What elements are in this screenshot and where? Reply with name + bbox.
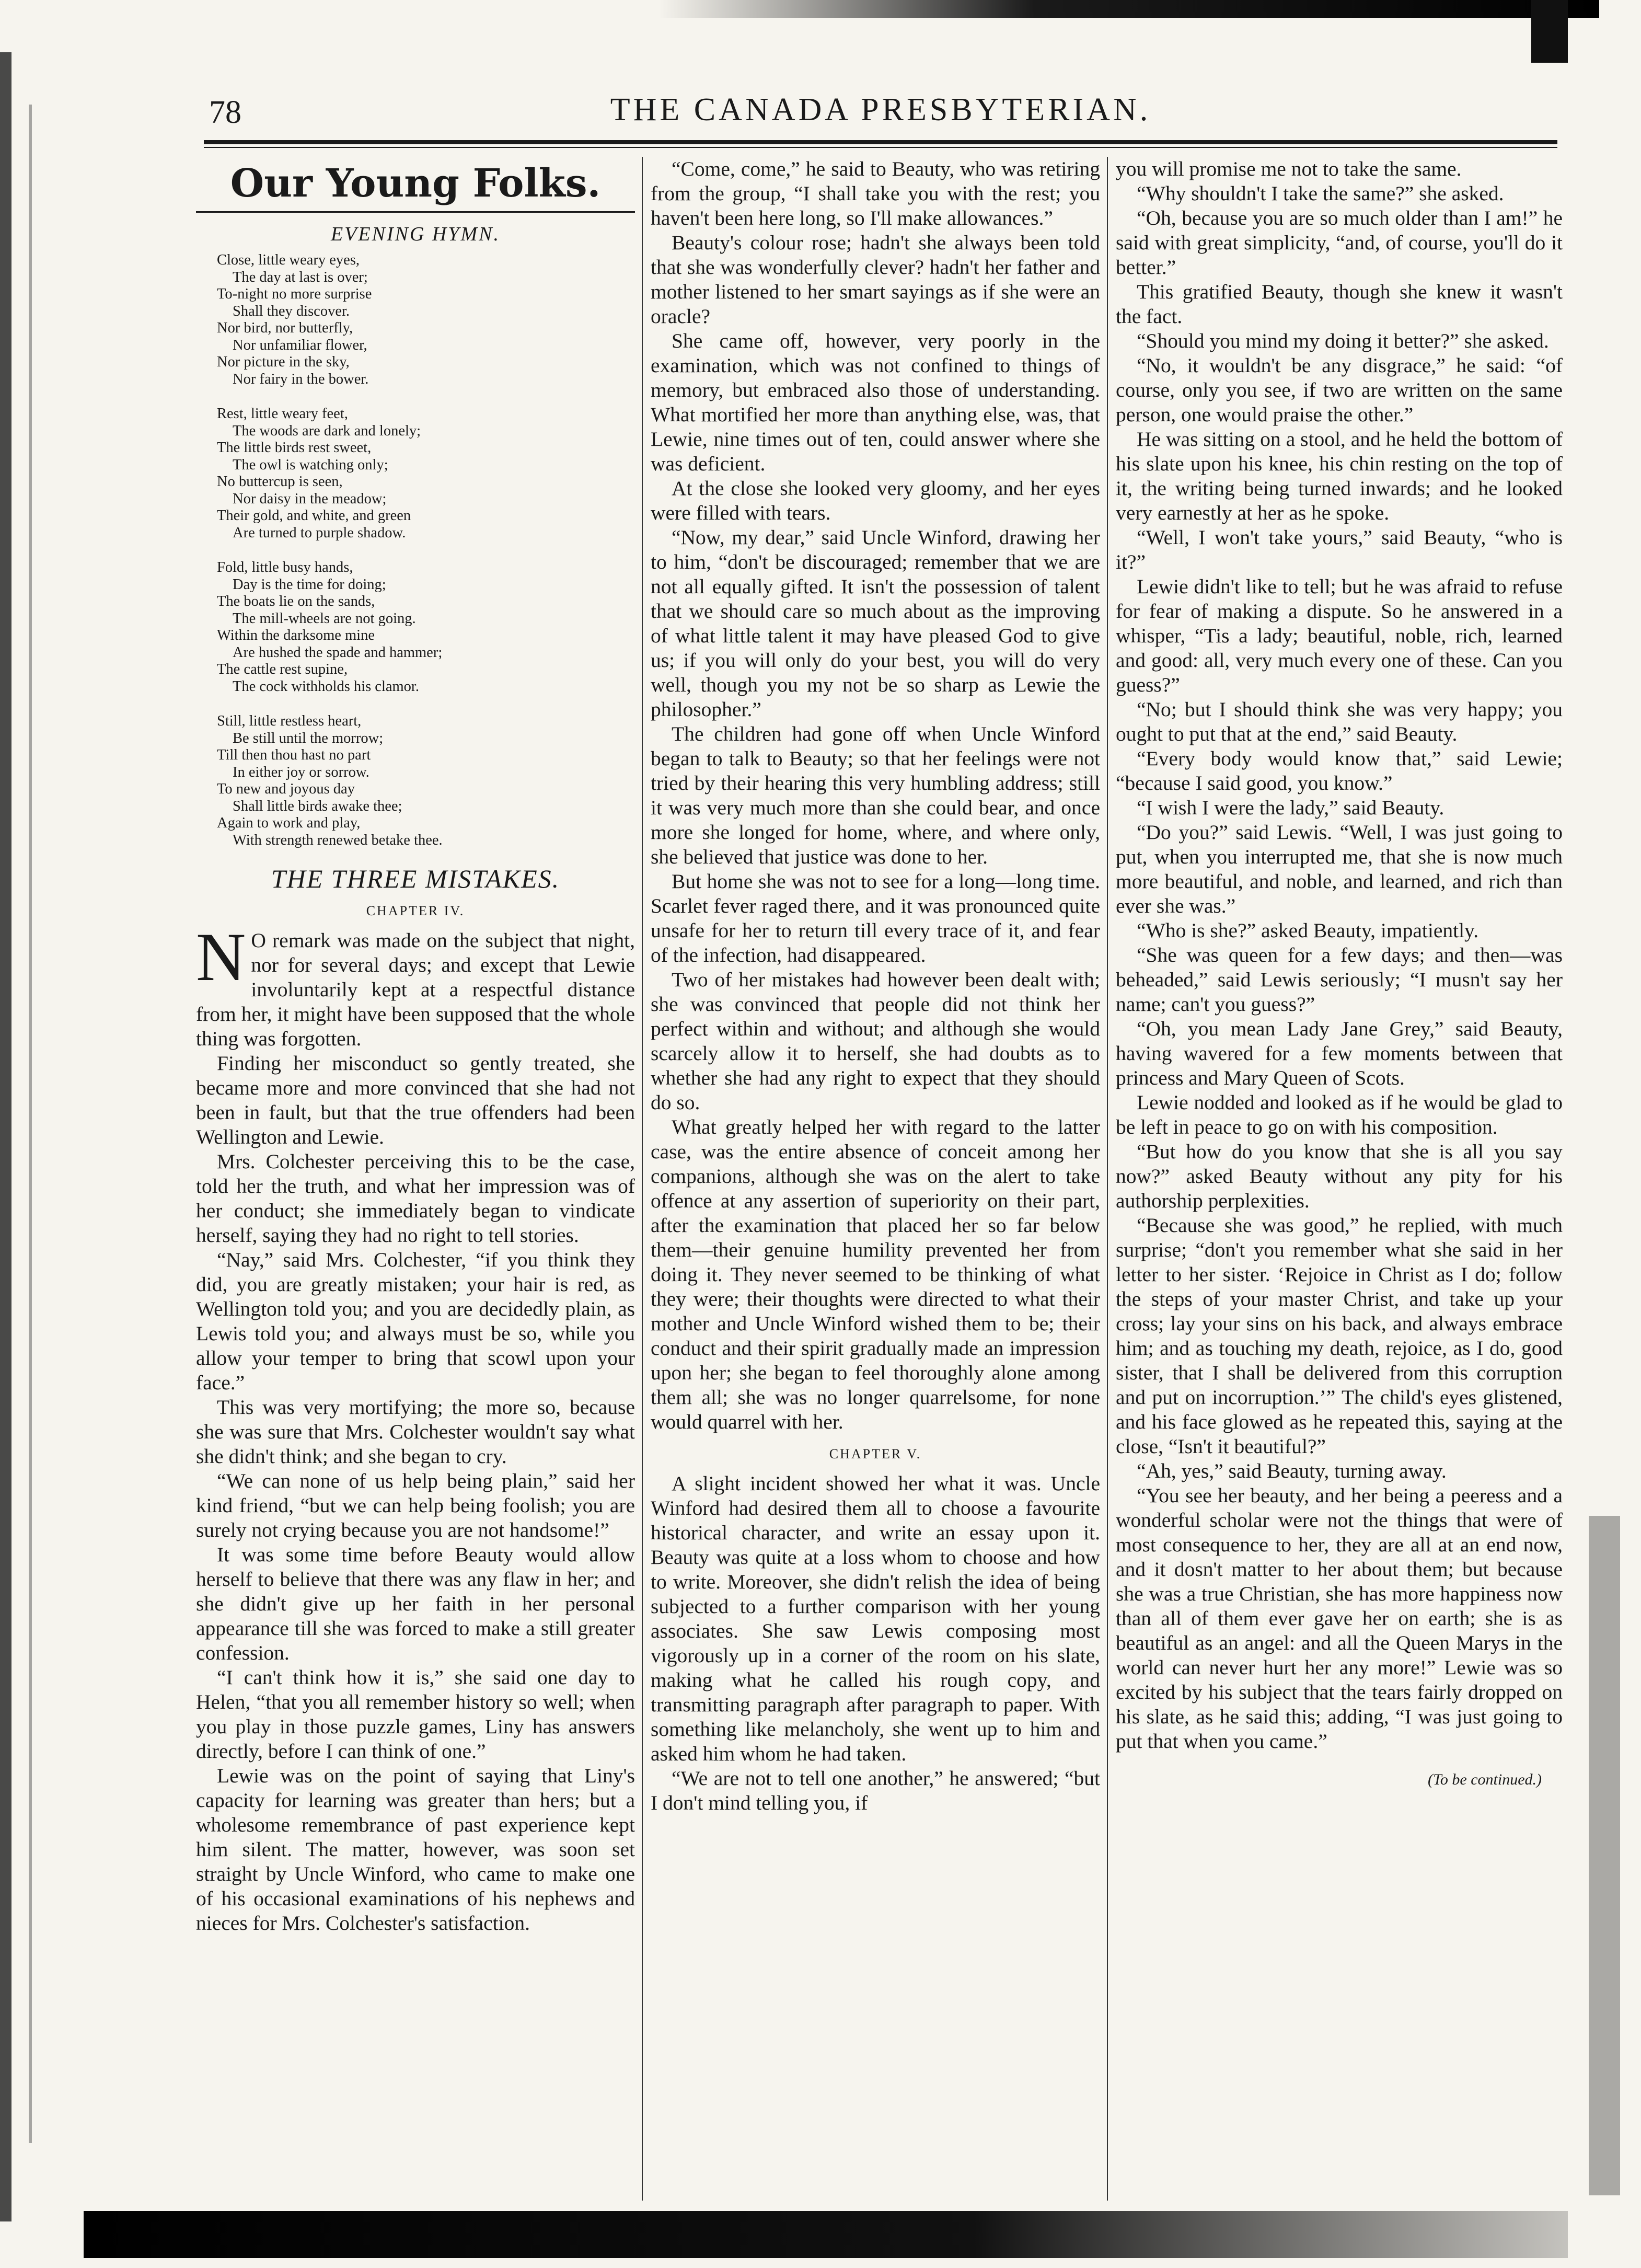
poem-line: With strength renewed betake thee.: [233, 832, 443, 848]
page-header: [204, 89, 1557, 139]
story-title: THE THREE MISTAKES.: [271, 864, 560, 893]
poem-line: Within the darksome mine: [217, 627, 375, 643]
story-paragraph: N O remark was made on the subject that night, nor for several days; and except that Lewie involuntarily kept at a respectful distance from her, it might have been supposed that the whole thing was forgotten.: [196, 918, 635, 1050]
poem-line: The cattle rest supine,: [217, 661, 348, 677]
section-rule: [196, 211, 635, 213]
poem-stanza: [217, 559, 635, 695]
poem-line: Their gold, and white, and green: [217, 508, 411, 524]
story-paragraph: Beauty's colour rose; hadn't she always been told that she was wonderfully clever? hadn't her father and mother listened to her smart sayings as if she were an oracle?: [651, 231, 1100, 328]
story-paragraph: But home she was not to see for a long—long time. Scarlet fever raged there, and it was pronounced quite unsafe for her to return till every trace of it, and fear of the infection, had disappeared.: [651, 870, 1100, 966]
story-paragraph: Lewie was on the point of saying that Liny's capacity for learning was greater than hers; but a wholesome remembrance of past experience kept him silent. The matter, however, was soon set straight by Uncle Winford, who came to make one of his occasional examinations of his nephews and nieces for Mrs. Colchester's satisfaction.: [196, 1764, 635, 1935]
column-1: [196, 157, 635, 2195]
continued-note: (To be continued.): [1427, 1771, 1542, 1788]
story-paragraph: Finding her misconduct so gently treated, she became more and more convinced that she had not been in fault, but that the true offenders had been Wellington and Lewie.: [196, 1052, 635, 1148]
story-paragraph: “I wish I were the lady,” said Beauty.: [1137, 796, 1444, 819]
story-paragraph: “But how do you know that she is all you say now?” asked Beauty without any pity for his authorship perplexities.: [1116, 1140, 1563, 1212]
poem-line: The woods are dark and lonely;: [233, 422, 421, 439]
story-paragraph: This gratified Beauty, though she knew it wasn't the fact.: [1116, 280, 1563, 328]
poem-line: Are turned to purple shadow.: [233, 524, 406, 541]
poem-line: Day is the time for doing;: [233, 576, 386, 593]
story-paragraph: “Well, I won't take yours,” said Beauty, “who is it?”: [1116, 526, 1563, 573]
story-paragraph: “Ah, yes,” said Beauty, turning away.: [1137, 1459, 1447, 1482]
poem-line: Nor fairy in the bower.: [233, 371, 369, 387]
poem-line: The cock withholds his clamor.: [233, 678, 419, 695]
story-paragraph: A slight incident showed her what it was. Uncle Winford had desired them all to choose a favourite historical character, and write an essay upon it. Beauty was quite at a loss whom to choose and how to write. Moreover, she didn't relish the idea of being subjected to a further comparison with her young associates. She saw Lewis composing most vigorously up in a corner of the room on his slate, making what he called his rough copy, and transmitting paragraph after paragraph to paper. With something like melancholy, she went up to him and asked him whom he had taken.: [651, 1472, 1100, 1765]
paper-title: THE CANADA PRESBYTERIAN.: [610, 92, 1151, 128]
poem-line: No buttercup is seen,: [217, 474, 343, 490]
story-text: [1116, 157, 1563, 1754]
poem-line: To-night no more surprise: [217, 286, 372, 302]
poem-line: Again to work and play,: [217, 815, 361, 831]
drop-cap: N: [196, 918, 246, 995]
scan-edge-bottom: [84, 2211, 1568, 2258]
poem-line: The mill-wheels are not going.: [233, 610, 416, 627]
scan-edge-top-corner: [1531, 0, 1568, 63]
poem-stanza: [217, 406, 635, 542]
poem-line: Nor picture in the sky,: [217, 354, 350, 370]
column-divider: [1107, 157, 1108, 2201]
story-paragraph: “I can't think how it is,” she said one day to Helen, “that you all remember history so well; when you play in those puzzle games, Liny has answers directly, before I can think of one.”: [196, 1666, 635, 1763]
story-paragraph: He was sitting on a stool, and he held the bottom of his slate upon his knee, his chin resting on the top of it, the writing being turned inwards; and he looked very earnestly at her as he spoke.: [1116, 428, 1563, 524]
poem-line: To new and joyous day: [217, 781, 355, 797]
header-rule: [204, 140, 1557, 144]
scan-edge-left: [0, 52, 11, 2221]
scan-edge-top: [658, 0, 1599, 18]
poem-line: In either joy or sorrow.: [233, 764, 369, 780]
scan-edge-right: [1589, 1516, 1620, 2195]
story-paragraph: “Because she was good,” he replied, with much surprise; “don't you remember what she said in her letter to her sister. ‘Rejoice in Christ as I do; follow the steps of your master Christ, and take up your cross; lay your sins on his back, and always embrace him; and as touching my death, rejoice, as I do, good sister, that I shall be delivered from this corruption and put on incorruption.’” The child's eyes glistened, and his face glowed as he repeated this, saying at the close, “Isn't it beautiful?”: [1116, 1214, 1563, 1458]
story-paragraph: “You see her beauty, and her being a peeress and a wonderful scholar were not the things that were of most consequence to her, they are all at an end now, and it dosn't matter to her about them; but because she was a true Christian, she has more happiness now than all of them ever gave her on earth; she is as beautiful as an angel: and all the Queen Marys in the world can never hurt her any more!” Lewie was so excited by his subject that the tears fairly dropped on his slate, as he said this; adding, “I was just going to put that when you came.”: [1116, 1484, 1563, 1753]
poem-line: The little birds rest sweet,: [217, 440, 372, 456]
story-paragraph: Lewie didn't like to tell; but he was afraid to refuse for fear of making a dispute. So he answered in a whisper, “Tis a lady; beautiful, noble, rich, learned and good: all, very much every one of these. Can you guess?”: [1116, 575, 1563, 696]
story-paragraph: At the close she looked very gloomy, and her eyes were filled with tears.: [651, 477, 1100, 524]
story-paragraph: “Do you?” said Lewis. “Well, I was just going to put, when you interrupted me, that she is now much more beautiful, and noble, and learned, and rich than ever she was.”: [1116, 821, 1563, 917]
story-paragraph: Two of her mistakes had however been dealt with; she was convinced that people did not think her perfect within and without; and although she would scarcely allow it to herself, she had doubts as to whether she had any right to expect that they should do so.: [651, 968, 1100, 1114]
poem-line: Still, little restless heart,: [217, 713, 362, 729]
story-paragraph: “We are not to tell one another,” he answered; “but I don't mind telling you, if: [651, 1767, 1100, 1814]
poem-line: Till then thou hast no part: [217, 747, 371, 763]
poem-line: The owl is watching only;: [233, 456, 388, 473]
story-text: [196, 918, 635, 1936]
story-paragraph: “She was queen for a few days; and then—was beheaded,” said Lewis seriously; “I musn't say her name; can't you guess?”: [1116, 943, 1563, 1016]
story-paragraph: “Nay,” said Mrs. Colchester, “if you think they did, you are greatly mistaken; your hair is red, as Wellington told you; and you are decidedly plain, as Lewis told you; and always must be so, while you allow your temper to bring that scowl upon your face.”: [196, 1248, 635, 1394]
poem-line: Nor daisy in the meadow;: [233, 490, 387, 507]
story-paragraph: She came off, however, very poorly in the examination, which was not confined to things of memory, but embraced also those of understanding. What mortified her more than anything else, was, that Lewie, nine times out of ten, could answer where she was deficient.: [651, 329, 1100, 475]
scan-edge-left-inner: [29, 105, 32, 2143]
story-paragraph: The children had gone off when Uncle Winford began to talk to Beauty; so that her feelings were not tried by their hearing this very humbling address; still it was very much more than she could bear, and once more she longed for home, where, and where only, she believed that justice was done to her.: [651, 722, 1100, 868]
section-title: Our Young Folks.: [230, 161, 601, 206]
chapter-heading: CHAPTER V.: [829, 1446, 922, 1461]
chapter-heading: CHAPTER IV.: [366, 903, 465, 918]
story-paragraph: “Now, my dear,” said Uncle Winford, drawing her to him, “don't be discouraged; remember that we are not all equally gifted. It isn't the possession of talent that we should care so much about as the improving of what little talent it may have pleased God to give us; if you will only do your best, you will do very well, though you my not be so sharp as Lewie the philosopher.”: [651, 526, 1100, 721]
poem-line: Nor bird, nor butterfly,: [217, 320, 353, 336]
column-3: [1116, 157, 1563, 2195]
poem-line: The day at last is over;: [233, 269, 368, 285]
story-text: [651, 1471, 1100, 1815]
story-paragraph: “Should you mind my doing it better?” she asked.: [1137, 329, 1549, 352]
poem-title: EVENING HYMN.: [331, 223, 500, 245]
column-2: [651, 157, 1100, 2195]
poem-stanza: [217, 713, 635, 849]
poem-line: Fold, little busy hands,: [217, 559, 353, 575]
poem-line: Shall little birds awake thee;: [233, 798, 402, 814]
poem-line: Close, little weary eyes,: [217, 252, 360, 268]
poem-line: Be still until the morrow;: [233, 730, 384, 746]
story-paragraph: you will promise me not to take the same.: [1116, 157, 1462, 180]
poem-line: The boats lie on the sands,: [217, 593, 375, 609]
page-number: 78: [209, 95, 241, 130]
story-paragraph: What greatly helped her with regard to the latter case, was the entire absence of conceit among her companions, although she was on the alert to take offence at any assertion of superiority on their part, after the examination that placed her so far below them—their genuine humility prevented her from doing it. They never seemed to be thinking of what they were; their thoughts were directed to what their mother and Uncle Winford wished them to be; their conduct and their spirit gradually made an impression upon her; she began to feel thoroughly alone among them all; she was no longer quarrelsome, for none would quarrel with her.: [651, 1115, 1100, 1433]
story-paragraph: “Why shouldn't I take the same?” she asked.: [1137, 182, 1504, 205]
poem-stanza: [217, 252, 635, 388]
story-paragraph: “Come, come,” he said to Beauty, who was retiring from the group, “I shall take you with the rest; you haven't been here long, so I'll make allowances.”: [651, 157, 1100, 229]
story-paragraph: “Every body would know that,” said Lewie; “because I said good, you know.”: [1116, 747, 1563, 795]
story-paragraph: “No; but I should think she was very happy; you ought to put that at the end,” said Beauty.: [1116, 698, 1563, 745]
story-paragraph: “We can none of us help being plain,” said her kind friend, “but we can help being foolish; you are surely not crying because you are not handsome!”: [196, 1469, 635, 1541]
story-text: [651, 157, 1100, 1434]
story-paragraph: “Who is she?” asked Beauty, impatiently.: [1137, 919, 1479, 942]
story-paragraph: “Oh, you mean Lady Jane Grey,” said Beauty, having wavered for a few moments between that princess and Mary Queen of Scots.: [1116, 1017, 1563, 1089]
story-paragraph: It was some time before Beauty would allow herself to believe that there was any flaw in her; and she didn't give up her faith in her personal appearance till she was forced to make a still greater confession.: [196, 1543, 635, 1664]
story-paragraph: This was very mortifying; the more so, because she was sure that Mrs. Colchester wouldn't say what she didn't think; and she began to cry.: [196, 1396, 635, 1468]
story-paragraph: “Oh, because you are so much older than I am!” he said with great simplicity, “and, of course, you'll do it better.”: [1116, 206, 1563, 279]
poem-line: Nor unfamiliar flower,: [233, 337, 367, 353]
poem-line: Are hushed the spade and hammer;: [233, 644, 443, 661]
header-rule-thin: [204, 147, 1557, 148]
poem-line: Shall they discover.: [233, 303, 350, 319]
column-divider: [642, 157, 643, 2201]
story-paragraph: “No, it wouldn't be any disgrace,” he said: “of course, only you see, if two are written on the same person, one would praise the other.”: [1116, 354, 1563, 426]
poem: [196, 252, 635, 849]
story-paragraph: Mrs. Colchester perceiving this to be the case, told her the truth, and what her impression was of her conduct; she immediately began to vindicate herself, saying they had no right to tell stories.: [196, 1150, 635, 1247]
story-paragraph: Lewie nodded and looked as if he would be glad to be left in peace to go on with his composition.: [1116, 1091, 1563, 1138]
poem-line: Rest, little weary feet,: [217, 406, 348, 422]
